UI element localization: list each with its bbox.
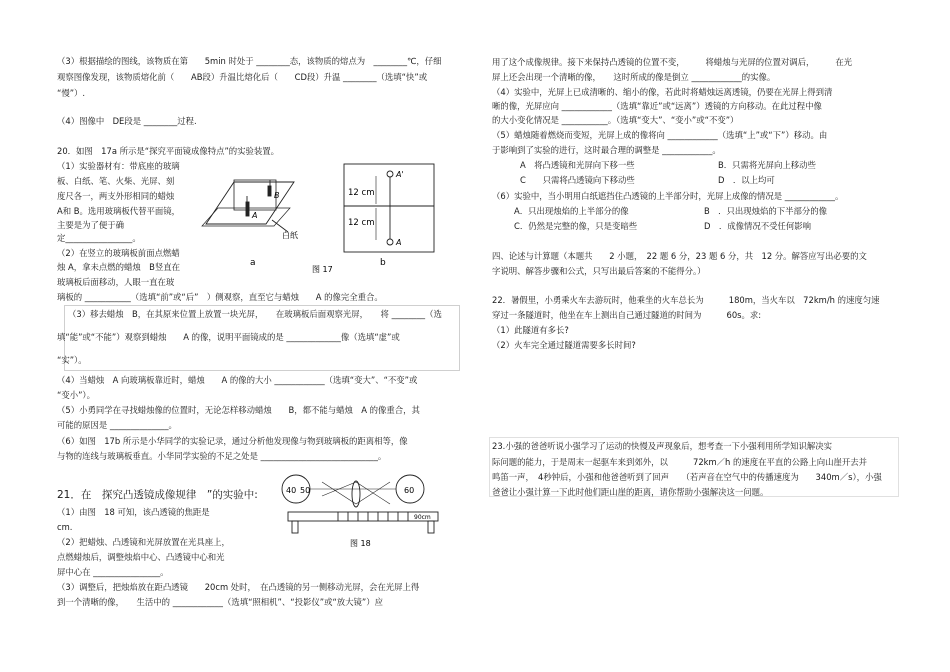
q21-5-line1: （5）蜡烛随着燃烧而变短，光屏上成的像将向 ____________（选填“上”或“下”）移动。由 [492,130,828,140]
figure-17a-apparatus [202,180,294,232]
figure-17b-distance-lower: 12 cm [348,218,375,228]
q20-2-line3: 玻璃板后面移动，人眼一直在玻 [57,277,175,287]
q20-1-line5: 主要是为了便于确 [57,220,124,230]
q21-3-line2: 到一个清晰的像， 生活中的 ____________（选填“照相机”、“投影仪”或“放大镜”）应 [57,597,383,607]
q20-1-line6: 定________________。 [57,233,141,243]
q20-2-line4: 璃板的 ___________（选填“前”或“后” ）侧观察，直至它与蜡烛 A 的像完全重合。 [57,292,383,302]
figure-18-mark-40: 40 [286,486,297,495]
figure-17b-distance-upper: 12 cm [348,188,375,198]
q23-line3: 鸣笛一声， 4秒钟后，小强和他爸爸听到了回声 （若声音在空气中的传播速度为 340m／s），小强 [492,472,882,482]
q21-4-line3: 的大小变化情况是 ___________。（选填“变大”、“变小”或“不变”） [492,115,739,125]
figure-17b-label-A: A [396,238,402,247]
section-4-line1: 四、论述与计算题（本题共 2 小题， 22 题 6 分，23 题 6 分，共 12 分。解答应写出必要的文 [492,251,867,261]
q21-6-option-b: B ．只出现烛焰的下半部分的像 [704,206,827,216]
q21-6-option-c: C．仍然是完整的像，只是变暗些 [514,221,638,231]
figure-17a-label-A: A [252,211,258,220]
q21-5-option-a: A 将凸透镜和光屏向下移一些 [520,160,635,170]
q21-2-line1: （2）把蜡烛、凸透镜和光屏放置在光具座上， [57,537,230,547]
q19-3-line3: “慢”）. [57,88,86,98]
q20-1-line1: （1）实验器材有：带底座的玻璃 [57,161,180,171]
q20-5-line2: 可能的原因是 ______________。 [57,420,177,430]
q20-6-line1: （6）如图 17b 所示是小华同学的实验记录，通过分析他发现像与物到玻璃板的距离相等，像 [57,436,408,446]
q21-1-line2: cm. [57,522,73,532]
q23-line2: 际问题的能力，于是周末一起驱车来到郊外，以 72km／h 的速度在平直的公路上向山崖开去并 [492,457,868,467]
q21-title: 21．在 探究凸透镜成像规律 ”的实验中: [57,489,258,501]
figure-17a-label: a [250,258,256,268]
q21-cont-line2: 屏上还会出现一个清晰的像， 这时所成的像是倒立 ____________的实像。 [492,72,776,82]
figure-17a-paper-label: 白纸 [282,231,298,240]
figure-18-mark-60: 60 [404,486,415,495]
q21-4-line1: （4）实验中，光屏上已成清晰的、缩小的像，若此时将蜡烛远离透镜，仍要在光屏上得到清 [492,87,833,97]
q19-4-line: （4）图像中 DE段是 ________过程. [57,116,197,126]
q23-line1: 23.小强的爸爸听说小强学习了运动的快慢及声现象后，想考查一下小强利用所学知识解决实 [492,441,832,451]
figure-18-mark-50: 50 [300,486,311,495]
convex-lens-icon [352,481,360,507]
q20-2-line2: 烛 A，拿未点燃的蜡烛 B竖直在 [57,262,181,272]
figure-18-unit: 90cm [414,514,431,521]
q21-5-option-b: B．只需将光屏向上移动些 [718,160,816,170]
q21-cont-line1: 用了这个成像规律。接下来保持凸透镜的位置不变， 将蜡烛与光屏的位置对调后， 在光 [492,57,853,67]
q19-3-line2: 观察图像发现，该物质熔化前（ AB段）升温比熔化后（ CD段）升温 ________（选填“快”或 [57,72,428,82]
q21-6-line: （6）实验中，当小明用白纸遮挡住凸透镜的上半部分时，光屏上成像的情况是 ____________。 [492,191,844,201]
q22-line4: （2）火车完全通过隧道需要多长时间? [492,340,636,350]
figure-17b-record [344,164,434,252]
figure-17-caption: 图 17 [312,265,333,274]
q20-4-line1: （4）当蜡烛 A 向玻璃板靠近时，蜡烛 A 的像的大小 ____________（选填“变大”、“不变”或 [57,375,418,385]
q21-4-line2: 晰的像，光屏应向 ____________（选填“靠近”或“远离”）透镜的方向移动。在此过程中像 [492,101,822,111]
q22-line2: 穿过一条隧道时，他坐在车上测出自己通过隧道的时间为 60s。求: [492,310,762,320]
q21-5-option-d: D ．以上均可 [718,175,775,185]
q20-3-line2: 填“能”或“不能”）观察到蜡烛 A 的像，说明平面镜成的是 _____________像（选填“虚”或 [57,332,400,342]
q20-3-line1: （3）移去蜡烛 B，在其原来位置上放置一块光屏， 在玻璃板后面观察光屏， 将 ________（选 [68,309,442,319]
q21-5-line2: 于影响到了实验的进行，这时最合理的调整是 ____________。 [492,145,721,155]
q20-1-line4: A和 B。选用玻璃板代替平面镜， [57,206,181,216]
q21-6-option-a: A．只出现烛焰的上半部分的像 [514,206,629,216]
figure-18 [278,474,440,550]
q20-4-line2: “变小”）。 [57,390,95,400]
q21-5-option-c: C 只需将凸透镜向下移动些 [520,175,635,185]
q20-5-line1: （5）小勇同学在寻找蜡烛像的位置时，无论怎样移动蜡烛 B，都不能与蜡烛 A 的像重合，其 [57,405,420,415]
figure-17 [200,162,465,280]
q20-stem: 20．如图 17a 所示是“探究平面镜成像特点”的实验装置。 [57,146,280,156]
section-4-line2: 字说明、解答步骤和公式，只写出最后答案的不能得分。） [492,266,706,276]
q21-3-line1: （3）调整后，把烛焰放在距凸透镜 20cm 处时， 在凸透镜的另一侧移动光屏，会在光屏上得 [57,582,420,592]
q20-1-line3: 度尺各一，两支外形相同的蜡烛 [57,191,175,201]
q23-line4: 爸爸让小强计算一下此时他们距山崖的距离，请你帮助小强解决这一问题。 [492,487,769,497]
q20-6-line2: 与物的连线与玻璃板垂直。小华同学实验的不足之处是 ____________________________。 [57,451,387,461]
figure-17b-label-A-prime: A' [396,170,404,179]
figure-17b-label: b [380,258,386,268]
q20-2-line1: （2）在竖立的玻璃板前面点燃蜡 [57,248,180,258]
figure-17a-label-B: B [274,191,280,200]
q19-3-line1: （3）根据描绘的图线，该物质在第 5min 时处于 ________态，该物质的熔点为 ________℃，仔细 [57,56,442,66]
q21-2-line2: 点燃蜡烛后，调整烛焰中心、凸透镜中心和光 [57,552,225,562]
q22-line1: 22．暑假里，小勇乘火车去游玩时，他乘坐的火车总长为 180m，当火车以 72km/h 的速度匀速 [492,295,880,305]
q22-line3: （1）此隧道有多长? [492,325,569,335]
q21-6-option-d: D ．成像情况不受任何影响 [704,221,811,231]
q20-1-line2: 板、白纸、笔、火柴、光屏、刻 [57,176,175,186]
q21-2-line3: 屏中心在 ________________。 [57,567,169,577]
figure-18-caption: 图 18 [350,539,371,548]
q20-3-line3: “实”）。 [57,355,87,365]
q21-1-line1: （1）由图 18 可知，该凸透镜的焦距是 [57,507,210,517]
